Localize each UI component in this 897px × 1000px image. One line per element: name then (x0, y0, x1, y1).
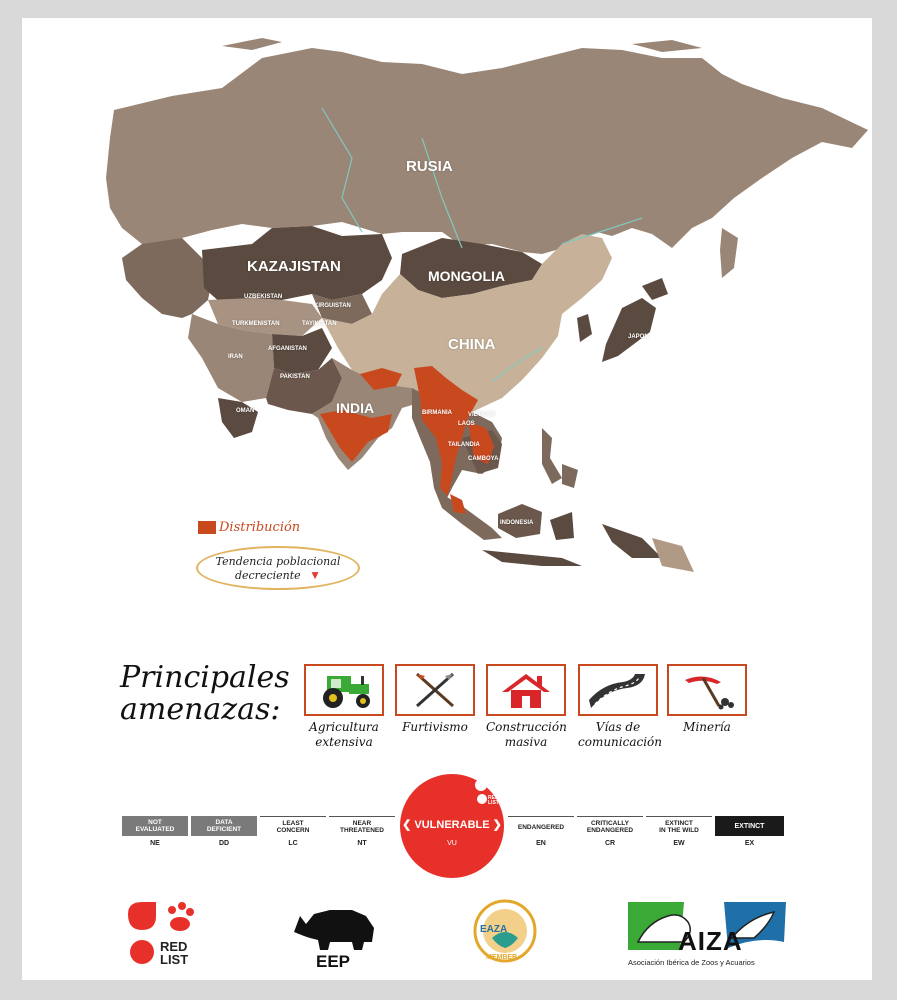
label-tailandia: TAILANDIA (448, 442, 480, 448)
label-turkmenistan: TURKMENISTAN (232, 321, 280, 327)
iucn-vu-label (400, 818, 504, 831)
iucn-nt-abbr: NT (357, 840, 367, 847)
population-trend-badge (196, 546, 360, 590)
threat-roads-label1: Vías de (595, 720, 641, 734)
eaza-member-text: MEMBER (486, 954, 518, 961)
japan-shape (602, 298, 656, 362)
iucn-en-abbr: EN (536, 840, 546, 847)
legend-distribution-label: Distribución (219, 520, 301, 535)
iucn-redlist-logo (124, 900, 214, 970)
road-icon (578, 664, 658, 716)
eep-logo (290, 902, 380, 972)
iucn-ne-abbr: NE (150, 840, 160, 847)
iucn-vu-abbr: VU (447, 840, 457, 847)
threat-mining (667, 664, 747, 735)
threat-construction-label2: masiva (504, 735, 548, 749)
house-icon (486, 664, 566, 716)
rhino-icon (294, 910, 374, 950)
redlist-logo-text: RED LIST (160, 939, 189, 967)
threat-poaching (395, 664, 475, 735)
down-arrow-icon: ▼ (309, 568, 321, 582)
poster-card (22, 18, 872, 980)
threat-construction (486, 664, 566, 750)
iucn-ne (122, 816, 188, 836)
threat-mining-label1: Minería (683, 720, 731, 734)
iucn-lc-abbr: LC (288, 840, 298, 847)
iucn-cr-l1: CRITICALLY (590, 820, 630, 827)
label-kirguistan: KIRGUISTAN (314, 303, 351, 309)
aiza-logo-text: AIZA (678, 926, 743, 956)
threat-roads-label2: comunicación (578, 735, 663, 749)
eaza-member-logo (472, 898, 538, 974)
label-camboya: CAMBOYA (468, 456, 499, 462)
iucn-lc-l2: CONCERN (276, 827, 310, 834)
iucn-vu-text: VULNERABLE (414, 819, 490, 831)
iucn-dd-l1: DATA (215, 819, 233, 826)
threat-agriculture-label1: Agricultura (309, 720, 379, 734)
iucn-cr (577, 816, 643, 837)
label-uzbekistan: UZBEKISTAN (244, 294, 283, 300)
iucn-lc (260, 816, 326, 837)
iucn-nt-l2: THREATENED (340, 827, 384, 834)
label-tayikistan: TAYIKISTAN (302, 321, 337, 327)
iucn-ew (646, 816, 712, 837)
label-laos: LAOS (458, 421, 475, 427)
russia-shape (106, 48, 868, 254)
eaza-logo-text: EAZA (480, 924, 508, 935)
threats-title (120, 662, 290, 726)
label-japon: JAPON (628, 334, 649, 340)
iucn-en-l1: ENDANGERED (517, 823, 565, 831)
iucn-ew-l2: IN THE WILD (659, 827, 699, 834)
threat-construction-label1: Construcción (486, 720, 567, 734)
label-afganistan: AFGANISTAN (268, 346, 307, 352)
chevron-left-icon: ❮ (402, 819, 412, 831)
chevron-right-icon: ❯ (492, 819, 502, 831)
redlist-mini-text: RED LIST (488, 795, 499, 806)
iucn-cr-l2: ENDANGERED (586, 827, 634, 834)
label-mongolia: MONGOLIA (428, 268, 505, 284)
iucn-en (508, 816, 574, 837)
label-vietnam: VIETNAM (468, 412, 495, 418)
threat-poaching-label1: Furtivismo (402, 720, 468, 734)
iucn-ex (715, 816, 784, 836)
iucn-cr-abbr: CR (604, 840, 616, 847)
aiza-logo-subtitle: Asociación Ibérica de Zoos y Acuarios (628, 958, 755, 967)
iucn-dd-abbr: DD (218, 840, 230, 847)
threats-title-line2: amenazas: (120, 692, 281, 727)
indonesia-shape (442, 494, 502, 540)
trend-line1: Tendencia poblacional (215, 555, 341, 568)
iucn-lc-l1: LEAST (282, 820, 304, 827)
redlist-mini-logo (474, 778, 500, 813)
tractor-icon (304, 664, 384, 716)
iucn-ne-l2: EVALUATED (135, 826, 175, 833)
label-iran: IRAN (228, 354, 243, 360)
label-oman: OMAN (236, 408, 255, 414)
legend-distribution (198, 520, 300, 535)
asia-map (22, 18, 872, 618)
threats-title-line1: Principales (120, 660, 290, 695)
aiza-logo (628, 902, 788, 972)
iucn-nt-l1: NEAR (352, 820, 372, 827)
central-asia-shape (122, 238, 212, 318)
iucn-ne-l1: NOT (148, 819, 162, 826)
iucn-ew-abbr: EW (673, 840, 685, 847)
iucn-ex-abbr: EX (744, 840, 755, 847)
pickaxe-icon (667, 664, 747, 716)
threat-roads (578, 664, 663, 750)
distribution-swatch (198, 521, 216, 534)
iucn-ew-l1: EXTINCT (665, 820, 693, 827)
iucn-dd (191, 816, 257, 836)
threat-agriculture-label2: extensiva (315, 735, 373, 749)
eep-logo-text: EEP (316, 952, 351, 971)
iucn-nt (329, 816, 395, 837)
crossed-weapons-icon (395, 664, 475, 716)
trend-line2: decreciente (234, 569, 301, 582)
threat-agriculture (304, 664, 384, 750)
label-rusia: RUSIA (406, 158, 453, 175)
label-indonesia: INDONESIA (500, 520, 534, 526)
label-india: INDIA (336, 400, 375, 416)
label-pakistan: PAKISTAN (280, 374, 310, 380)
label-birmania: BIRMANIA (422, 410, 452, 416)
iucn-dd-l2: DEFICIENT (206, 826, 242, 833)
iucn-ex-l1: EXTINCT (734, 822, 765, 830)
label-kazajistan: KAZAJISTAN (247, 258, 341, 275)
label-china: CHINA (448, 336, 496, 353)
